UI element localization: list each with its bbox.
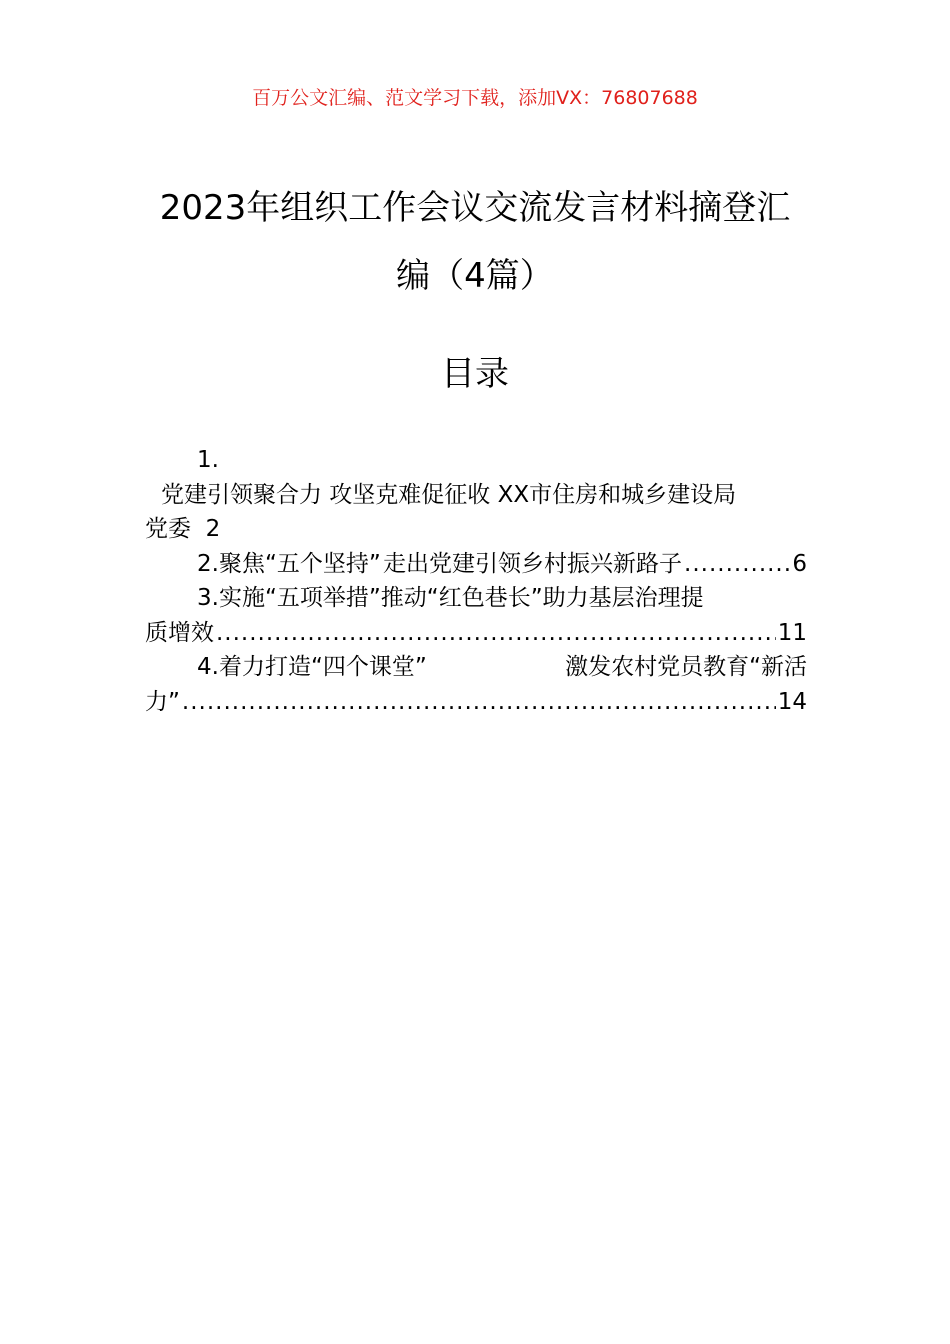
toc-entry-title-part1: 4.着力打造“四个课堂” <box>197 654 427 680</box>
toc-entry-number: 1. <box>197 447 219 473</box>
toc-entry-title-continued <box>145 512 807 547</box>
toc-entry-title-part1: 2.聚焦“五个坚持” <box>197 550 381 577</box>
toc-entry-title <box>145 650 807 685</box>
toc-entry-page: 11 <box>777 619 807 646</box>
toc-entry-title: 党建引领聚合力 攻坚克难促征收 XX市住房和城乡建设局 <box>161 481 737 508</box>
document-title-line2: 编（4篇） <box>396 256 554 296</box>
toc-entry-page: 2 <box>205 516 221 542</box>
header-note: 百万公文汇编、范文学习下载，添加VX：76807688 <box>252 87 698 109</box>
toc-entry-title-part2: 走出党建引领乡村振兴新路子 <box>383 550 683 577</box>
document-title <box>145 174 805 310</box>
toc-heading: 目录 <box>441 354 509 394</box>
toc-entry-title: 3.实施“五项举措”推动“红色巷长”助力基层治理提 <box>197 585 704 611</box>
toc-entry-3[interactable] <box>145 581 807 650</box>
toc-entry-page: 6 <box>792 550 807 577</box>
toc-entry-title-end: 力” <box>145 688 180 715</box>
toc-dot-leader <box>182 685 776 720</box>
toc-entry-title-part2: 激发农村党员教育“新活 <box>565 654 807 680</box>
toc-entry-page: 14 <box>777 688 807 715</box>
toc-entry-title-continued <box>145 685 807 720</box>
table-of-contents <box>145 443 807 719</box>
toc-dot-leader <box>684 547 790 582</box>
toc-entry-4[interactable] <box>145 650 807 719</box>
document-title-line1: 2023年组织工作会议交流发言材料摘登汇 <box>159 188 791 228</box>
toc-entry-2[interactable] <box>145 547 807 582</box>
toc-entry-title-continued <box>145 616 807 651</box>
toc-entry-title-end: 质增效 <box>145 619 214 646</box>
toc-dot-leader <box>216 616 776 651</box>
toc-entry-1[interactable] <box>145 443 807 547</box>
toc-entry-title-end: 党委 <box>145 516 191 542</box>
